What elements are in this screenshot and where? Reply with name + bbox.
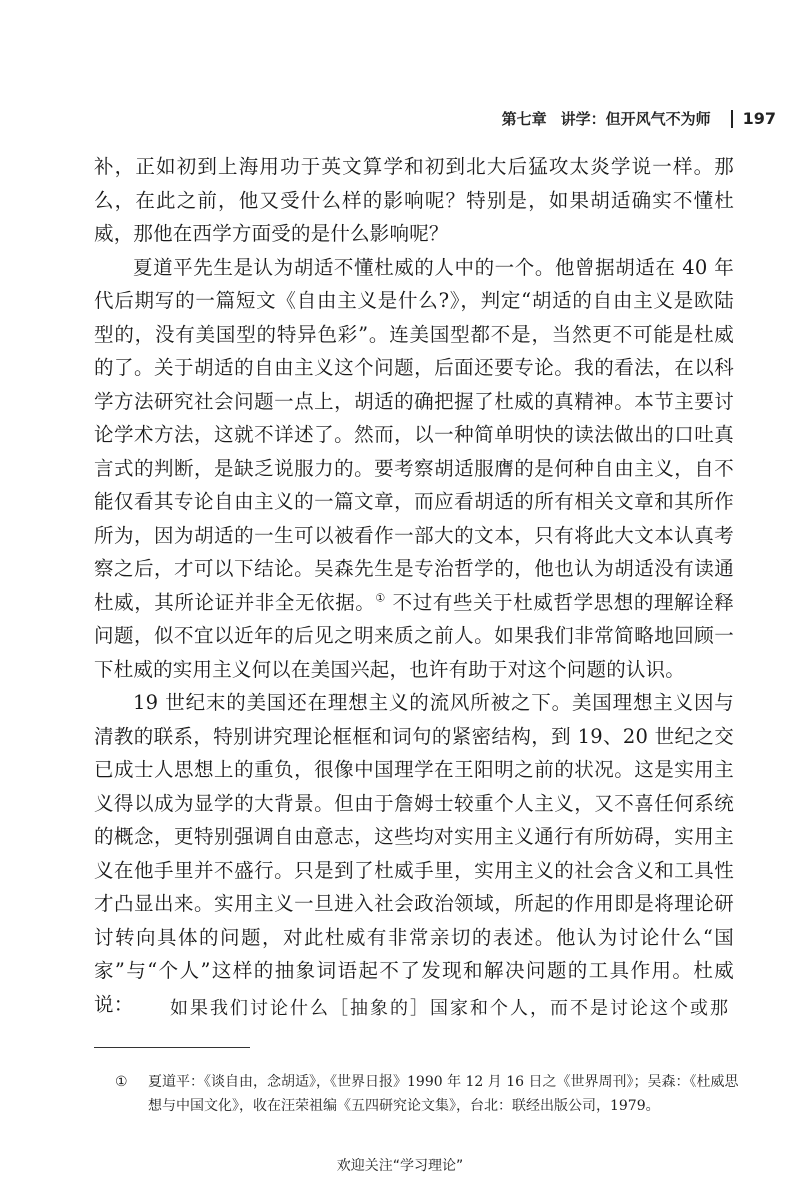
page-number: 197 [742,109,776,128]
footnote-mark: ① [115,1074,128,1090]
chapter-title: 讲学：但开风气不为师 [560,110,711,128]
paragraph-2-text-before: 夏道平先生是认为胡适不懂杜威的人中的一个。他曾据胡适在 40 年代后期写的一篇短文《自由主义是什么?》，判定“胡适的自由主义是欧陆型的，没有美国型的特异色彩”。连美国型都不是，当然更不可能是杜威的了。关于胡适的自由主义这个问题，后面还要专论。我的看法，在以科学方法研究社会问题一点上，胡适的确把握了杜威的真精神。本节主要讨论学术方法，这就不详述了。然而，以一种简单明快的读法做出的口吐真言式的判断，是缺乏说服力的。要考察胡适服膺的是何种自由主义，自不能仅看其专论自由主义的一篇文章，而应看胡适的所有相关文章和其所作所为，因为胡适的一生可以被看作一部大的文本，只有将此大文本认真考察之后，才可以下结论。吴森先生是专治哲学的，他也认为胡适没有读通杜威，其所论证并非全无依据。 [94,255,734,614]
body-text [94,150,734,1021]
page-footer: 欢迎关注“学习理论” [336,1158,464,1174]
block-quote: 如果我们讨论什么［抽象的］国家和个人，而不是讨论这个或那 [170,998,730,1019]
footnote-divider [94,1047,250,1048]
paragraph-2 [94,251,734,687]
paragraph-1: 补，正如初到上海用功于英文算学和初到北大后猛攻太炎学说一样。那么，在此之前，他又受什么样的影响呢？特别是，如果胡适确实不懂杜威，那他在西学方面受的是什么影响呢？ [94,155,734,245]
paragraph-3: 19 世纪末的美国还在理想主义的流风所被之下。美国理想主义因与清教的联系，特别讲究理论框框和词句的紧密结构，到 19、20 世纪之交已成士人思想上的重负，很像中国理学在王阳明之前的状况。这是实用主义得以成为显学的大背景。但由于詹姆士较重个人主义，又不喜任何系统的概念，更特别强调自由意志，这些均对实用主义通行有所妨碍，实用主义在他手里并不盛行。只是到了杜威手里，实用主义的社会含义和工具性才凸显出来。实用主义一旦进入社会政治领域，所起的作用即是将理论研讨转向具体的问题，对此杜威有非常亲切的表述。他认为讨论什么“国家”与“个人”这样的抽象词语起不了发现和解决问题的工具作用。杜威说： [94,691,734,1016]
running-header [502,108,776,129]
footnote-reference[interactable]: ① [375,591,386,604]
chapter-label: 第七章 [501,110,547,128]
header-divider [731,110,733,128]
footnote-text: 夏道平：《谈自由，念胡适》，《世界日报》1990 年 12 月 16 日之《世界周刊》；吴森：《杜威思想与中国文化》，收在汪荣祖编《五四研究论文集》，台北：联经出版公司，1979。 [148,1074,739,1114]
footnote [115,1070,750,1118]
paragraph-2-text-after: 不过有些关于杜威哲学思想的理解诠释问题，似不宜以近年的后见之明来质之前人。如果我们非常简略地回顾一下杜威的实用主义何以在美国兴起，也许有助于对这个问题的认识。 [94,590,734,681]
